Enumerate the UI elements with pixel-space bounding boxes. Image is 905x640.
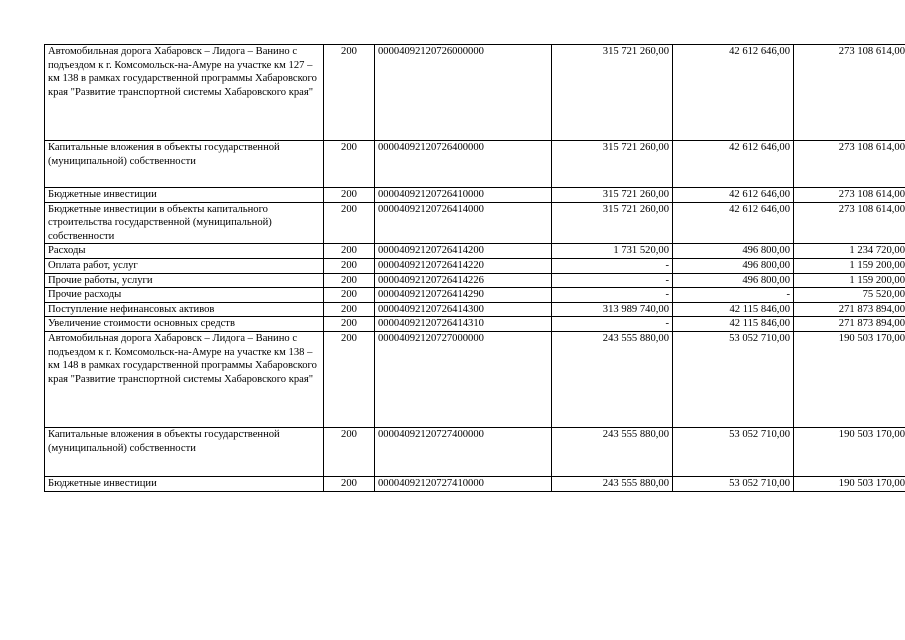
- table-row: [45, 45, 905, 141]
- row-budget-code: 00004092120726414220: [375, 258, 552, 273]
- table-row: [45, 202, 905, 244]
- row-line-code: 200: [324, 188, 375, 203]
- row-line-code: 200: [324, 141, 375, 188]
- row-name: Прочие работы, услуги: [45, 273, 324, 288]
- row-line-code: 200: [324, 317, 375, 332]
- row-budget-code: 00004092120726414200: [375, 244, 552, 259]
- table-row: [45, 188, 905, 203]
- row-budget-code: 00004092120727400000: [375, 427, 552, 476]
- row-value-2: 496 800,00: [673, 273, 794, 288]
- table-row: [45, 302, 905, 317]
- row-value-2: 53 052 710,00: [673, 331, 794, 427]
- row-value-3: 271 873 894,00: [794, 317, 905, 332]
- row-value-2: 42 115 846,00: [673, 317, 794, 332]
- row-value-1: -: [552, 317, 673, 332]
- row-value-3: 273 108 614,00: [794, 188, 905, 203]
- row-value-1: -: [552, 288, 673, 303]
- row-name: Автомобильная дорога Хабаровск – Лидога – Ванино с подъездом к г. Комсомольск-на-Амуре на участке км 138 – км 148 в рамках государственной программы Хабаровского края "Развитие транспортной системы Хабаровского края": [45, 331, 324, 427]
- row-value-3: 1 159 200,00: [794, 273, 905, 288]
- row-value-1: 243 555 880,00: [552, 331, 673, 427]
- table-row: [45, 244, 905, 259]
- row-line-code: 200: [324, 273, 375, 288]
- row-value-2: 496 800,00: [673, 258, 794, 273]
- row-name: Капитальные вложения в объекты государственной (муниципальной) собственности: [45, 427, 324, 476]
- row-value-1: -: [552, 273, 673, 288]
- table-row: [45, 476, 905, 491]
- row-value-3: 273 108 614,00: [794, 202, 905, 244]
- row-line-code: 200: [324, 302, 375, 317]
- table-row: [45, 331, 905, 427]
- row-line-code: 200: [324, 288, 375, 303]
- row-line-code: 200: [324, 244, 375, 259]
- row-value-3: 190 503 170,00: [794, 331, 905, 427]
- row-budget-code: 00004092120727000000: [375, 331, 552, 427]
- row-value-3: 271 873 894,00: [794, 302, 905, 317]
- row-value-1: 315 721 260,00: [552, 45, 673, 141]
- row-budget-code: 00004092120727410000: [375, 476, 552, 491]
- row-budget-code: 00004092120726414226: [375, 273, 552, 288]
- row-value-1: 315 721 260,00: [552, 202, 673, 244]
- row-name: Автомобильная дорога Хабаровск – Лидога – Ванино с подъездом к г. Комсомольск-на-Амуре на участке км 127 – км 138 в рамках государственной программы Хабаровского края "Развитие транспортной системы Хабаровского края": [45, 45, 324, 141]
- row-budget-code: 00004092120726410000: [375, 188, 552, 203]
- row-value-3: 190 503 170,00: [794, 476, 905, 491]
- row-value-2: 53 052 710,00: [673, 476, 794, 491]
- row-name: Оплата работ, услуг: [45, 258, 324, 273]
- row-value-2: 42 612 646,00: [673, 45, 794, 141]
- row-budget-code: 00004092120726414000: [375, 202, 552, 244]
- row-line-code: 200: [324, 476, 375, 491]
- row-value-3: 75 520,00: [794, 288, 905, 303]
- row-name: Бюджетные инвестиции в объекты капитального строительства государственной (муниципальной) собственности: [45, 202, 324, 244]
- row-value-1: 313 989 740,00: [552, 302, 673, 317]
- row-value-3: 1 159 200,00: [794, 258, 905, 273]
- table-row: [45, 288, 905, 303]
- row-value-2: 42 612 646,00: [673, 188, 794, 203]
- table-row: [45, 141, 905, 188]
- row-name: Бюджетные инвестиции: [45, 476, 324, 491]
- row-value-3: 190 503 170,00: [794, 427, 905, 476]
- row-budget-code: 00004092120726414290: [375, 288, 552, 303]
- row-value-2: -: [673, 288, 794, 303]
- row-name: Увеличение стоимости основных средств: [45, 317, 324, 332]
- row-name: Расходы: [45, 244, 324, 259]
- row-value-2: 42 612 646,00: [673, 202, 794, 244]
- row-line-code: 200: [324, 331, 375, 427]
- budget-table: [44, 44, 905, 492]
- row-budget-code: 00004092120726400000: [375, 141, 552, 188]
- row-name: Бюджетные инвестиции: [45, 188, 324, 203]
- row-name: Капитальные вложения в объекты государственной (муниципальной) собственности: [45, 141, 324, 188]
- table-row: [45, 273, 905, 288]
- row-value-3: 273 108 614,00: [794, 45, 905, 141]
- row-value-2: 42 612 646,00: [673, 141, 794, 188]
- row-line-code: 200: [324, 45, 375, 141]
- row-value-1: 315 721 260,00: [552, 141, 673, 188]
- table-row: [45, 317, 905, 332]
- row-budget-code: 00004092120726414310: [375, 317, 552, 332]
- row-value-2: 42 115 846,00: [673, 302, 794, 317]
- row-name: Поступление нефинансовых активов: [45, 302, 324, 317]
- row-line-code: 200: [324, 427, 375, 476]
- row-budget-code: 00004092120726414300: [375, 302, 552, 317]
- row-value-1: -: [552, 258, 673, 273]
- row-line-code: 200: [324, 258, 375, 273]
- row-value-1: 1 731 520,00: [552, 244, 673, 259]
- row-value-3: 273 108 614,00: [794, 141, 905, 188]
- table-row: [45, 427, 905, 476]
- row-value-2: 496 800,00: [673, 244, 794, 259]
- row-name: Прочие расходы: [45, 288, 324, 303]
- row-value-1: 243 555 880,00: [552, 476, 673, 491]
- table-row: [45, 258, 905, 273]
- row-budget-code: 00004092120726000000: [375, 45, 552, 141]
- row-value-3: 1 234 720,00: [794, 244, 905, 259]
- row-value-1: 315 721 260,00: [552, 188, 673, 203]
- row-value-2: 53 052 710,00: [673, 427, 794, 476]
- row-line-code: 200: [324, 202, 375, 244]
- row-value-1: 243 555 880,00: [552, 427, 673, 476]
